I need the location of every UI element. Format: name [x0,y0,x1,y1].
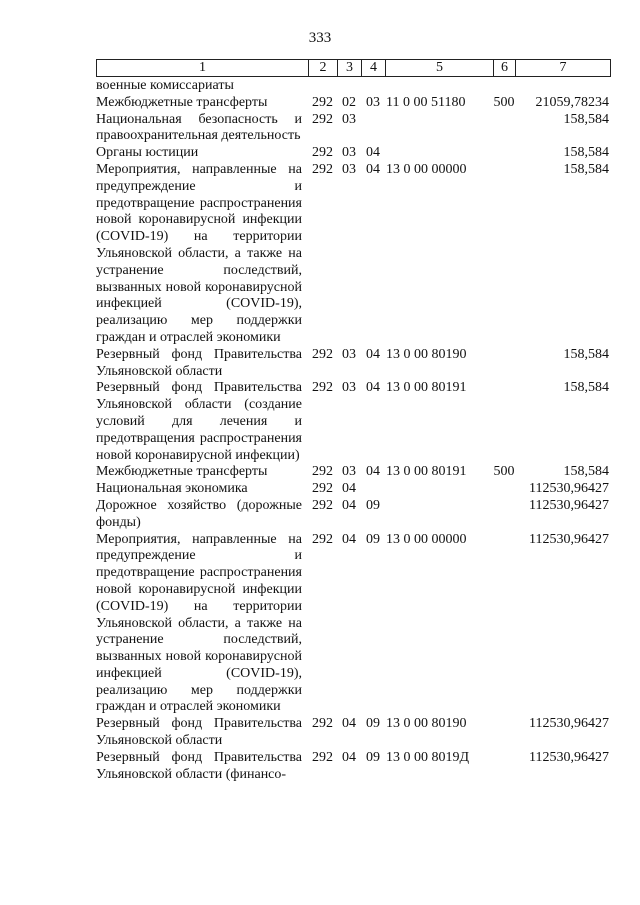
table-cell-5: 11 0 00 51180 [386,94,466,110]
column-header-6: 6 [494,60,516,76]
table-cell-6: 500 [493,464,515,480]
table-cell-4: 04 [366,464,380,480]
table-cell-6 [493,481,515,498]
table-cell-2: 292 [312,145,333,161]
table-row [96,112,616,146]
table-cell-2: 292 [312,531,333,547]
table-cell-3: 04 [342,749,356,765]
table-cell-7: 112530,96427 [529,716,609,732]
table-cell-1: Мероприятия, направленные на предупреждение и предотвращение распространения новой коронавирусной инфекции (COVID-19) на территории Ульяновской области, а также на устранение последствий, вызванных новой коронавирусной инфекцией (COVID-19), реализацию мер поддержки граждан и отраслей экономики [96,531,302,715]
table-cell-6 [493,498,515,532]
table-cell-3: 04 [342,716,356,732]
table-cell-3: 04 [342,531,356,547]
table-cell-3: 04 [342,497,356,513]
table-cell-4 [361,112,385,146]
table-cell-1: Дорожное хозяйство (дорожные фонды) [96,497,302,530]
table-cell-5: 13 0 00 80191 [386,380,467,396]
table-cell-1: Мероприятия, направленные на предупреждение и предотвращение распространения новой коронавирусной инфекции (COVID-19) на территории Ульяновской области, а также на устранение последствий, вызванных новой коронавирусной инфекцией (COVID-19), реализацию мер поддержки граждан и отраслей экономики [96,161,302,345]
table-cell-4: 09 [366,749,380,765]
column-header-4: 4 [362,60,386,76]
table-cell-5 [385,78,493,95]
table-cell-2: 292 [312,161,333,177]
table-row [96,464,616,481]
table-cell-4 [361,481,385,498]
table-cell-4 [361,78,385,95]
table-cell-6 [493,380,515,464]
table-cell-4: 09 [366,531,380,547]
table-cell-7: 158,584 [563,346,609,362]
table-cell-5 [385,481,493,498]
table-cell-3: 03 [342,380,356,396]
table-cell-4: 04 [366,145,380,161]
table-header [96,59,611,77]
table-cell-6 [493,716,515,750]
table-cell-3: 03 [342,111,356,127]
table-cell-3: 03 [342,161,356,177]
table-cell-2: 292 [312,380,333,396]
table-cell-5: 13 0 00 80190 [386,346,467,362]
table-cell-7: 112530,96427 [529,531,609,547]
table-cell-1: Межбюджетные трансферты [96,464,268,480]
table-cell-5 [385,498,493,532]
table-cell-6 [493,78,515,95]
table-cell-2: 292 [312,749,333,765]
table-body [96,78,616,783]
table-cell-4: 09 [366,716,380,732]
table-cell-7: 112530,96427 [529,749,609,765]
table-row [96,532,616,717]
table-cell-7: 158,584 [563,161,609,177]
column-header-5: 5 [386,60,494,76]
table-cell-7: 158,584 [563,145,609,161]
table-cell-2: 292 [312,481,333,497]
table-cell-1: Органы юстиции [96,145,199,161]
table-cell-5: 13 0 00 8019Д [386,749,470,765]
table-cell-4: 09 [366,497,380,513]
page-number: 333 [308,30,332,46]
table-cell-1: Резервный фонд Правительства Ульяновской области (финансо- [96,749,302,782]
table-cell-3: 02 [342,94,356,110]
table-cell-4: 04 [366,346,380,362]
table-cell-1: военные комиссариаты [96,78,234,93]
table-row [96,95,616,112]
table-row [96,347,616,381]
table-cell-4: 04 [366,161,380,177]
table-cell-1: Национальная безопасность и правоохранительная деятельность [96,111,302,144]
column-header-2: 2 [309,60,338,76]
table-row [96,380,616,464]
table-cell-6 [493,112,515,146]
table-cell-4: 03 [366,94,380,110]
table-cell-2 [308,78,337,95]
table-cell-7: 112530,96427 [529,481,609,497]
table-cell-7: 158,584 [563,380,609,396]
table-cell-1: Национальная экономика [96,481,248,497]
table-cell-3: 03 [342,145,356,161]
table-cell-7 [515,78,609,95]
table-row [96,145,616,162]
table-cell-3 [337,78,361,95]
table-cell-2: 292 [312,111,333,127]
column-header-3: 3 [338,60,362,76]
table-cell-1: Резервный фонд Правительства Ульяновской области [96,716,302,749]
table-cell-6 [493,145,515,162]
table-row [96,481,616,498]
table-cell-1: Резервный фонд Правительства Ульяновской области [96,346,302,379]
table-cell-5: 13 0 00 00000 [386,161,467,177]
table-cell-3: 04 [342,481,356,497]
table-cell-1: Резервный фонд Правительства Ульяновской области (создание условий для лечения и предотвращения распространения новой коронавирусной инфекции) [96,380,302,463]
table-cell-3: 03 [342,346,356,362]
table-row [96,750,616,784]
table-cell-6 [493,532,515,717]
table-cell-6 [493,347,515,381]
table-cell-7: 158,584 [563,464,609,480]
table-row [96,716,616,750]
table-row [96,162,616,347]
table-cell-6 [493,162,515,347]
table-cell-5 [385,145,493,162]
table-cell-3: 03 [342,464,356,480]
table-cell-2: 292 [312,346,333,362]
table-cell-7: 21059,78234 [535,94,609,110]
table-cell-5: 13 0 00 00000 [386,531,467,547]
table-cell-7: 158,584 [563,111,609,127]
table-row [96,498,616,532]
table-cell-1: Межбюджетные трансферты [96,94,268,110]
table-row [96,78,616,95]
table-cell-7: 112530,96427 [529,497,609,513]
table-cell-6: 500 [493,94,515,110]
column-header-1: 1 [97,60,309,76]
table-cell-5 [385,112,493,146]
table-cell-2: 292 [312,716,333,732]
table-cell-5: 13 0 00 80190 [386,716,467,732]
table-cell-2: 292 [312,497,333,513]
table-cell-2: 292 [312,94,333,110]
table-cell-2: 292 [312,464,333,480]
table-cell-5: 13 0 00 80191 [386,464,467,480]
column-header-7: 7 [559,60,567,75]
table-cell-6 [493,750,515,784]
table-cell-4: 04 [366,380,380,396]
